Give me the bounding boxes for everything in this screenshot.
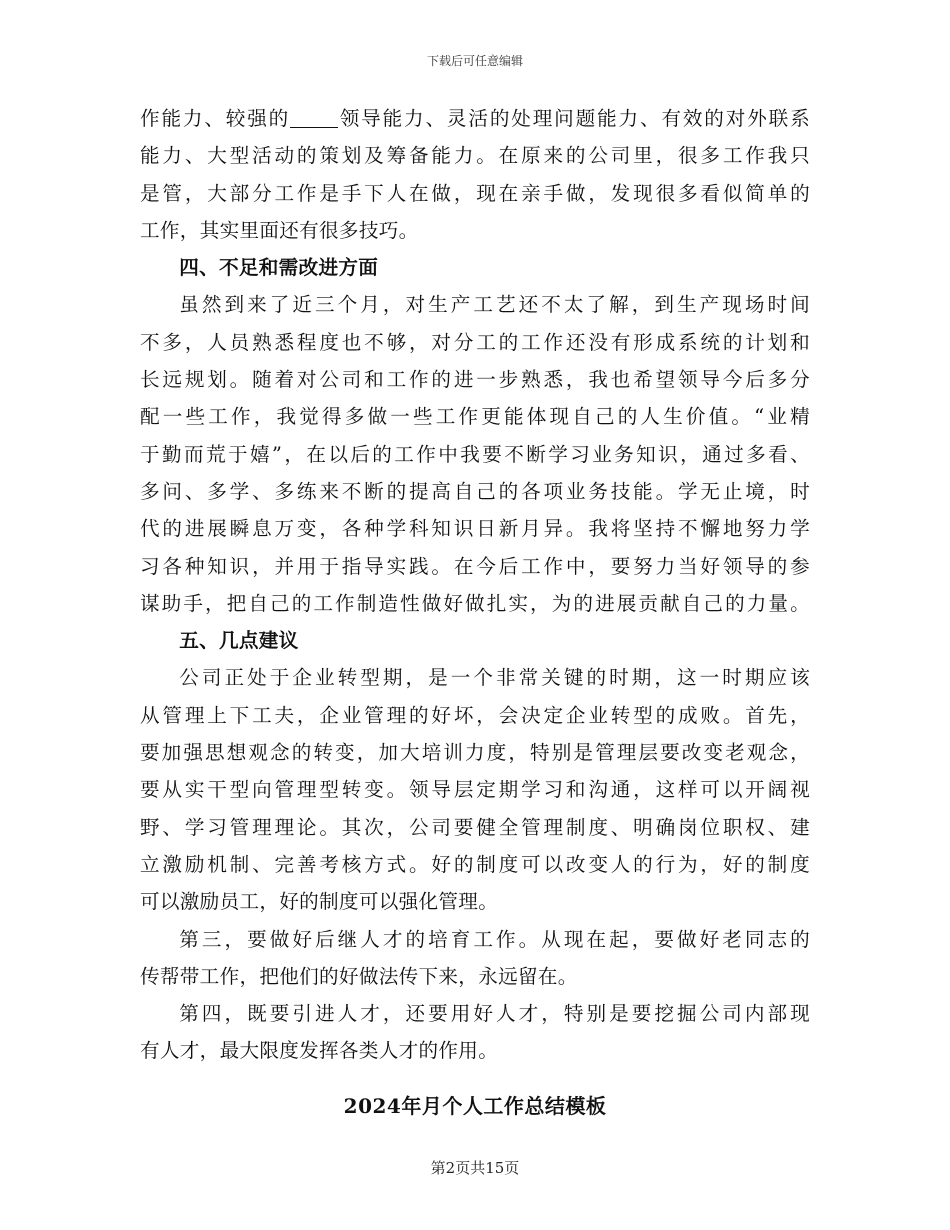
text-line: 有人才，最大限度发挥各类人才的作用。	[140, 1039, 499, 1063]
text-line: 谋助手，把自己的工作制造性做好做扎实，为的进展贡献自己的力量。	[140, 591, 810, 615]
text-line: 从管理上下工夫，企业管理的好坏，会决定企业转型的成败。首先，	[140, 703, 810, 727]
document-title: 2024年月个人工作总结模板	[343, 1094, 607, 1118]
text-fragment: 作能力、较强的	[140, 107, 291, 130]
document-body	[140, 100, 810, 1070]
text-line: 是管，大部分工作是手下人在做，现在亲手做，发现很多看似简单的	[140, 181, 810, 205]
text-line: 可以激励员工，好的制度可以强化管理。	[140, 890, 499, 914]
text-line: 配一些工作，我觉得多做一些工作更能体现自己的人生价值。“业精	[140, 405, 810, 429]
text-line: 长远规划。随着对公司和工作的进一步熟悉，我也希望领导今后多分	[140, 368, 810, 392]
text-line: 第三，要做好后继人才的培育工作。从现在起，要做好老同志的	[179, 927, 810, 951]
page-header-note: 下载后可任意编辑	[426, 54, 523, 68]
text-line: 虽然到来了近三个月，对生产工艺还不太了解，到生产现场时间	[179, 293, 810, 317]
blank-underline	[290, 107, 338, 128]
text-line: 于勤而荒于嬉”，在以后的工作中我要不断学习业务知识，通过多看、	[140, 442, 810, 466]
text-line: 要从实干型向管理型转变。领导层定期学习和沟通，这样可以开阔视	[140, 778, 810, 802]
text-line: 要加强思想观念的转变，加大培训力度，特别是管理层要改变老观念，	[140, 741, 810, 765]
text-line: 第四，既要引进人才，还要用好人才，特别是要挖掘公司内部现	[179, 1002, 810, 1026]
text-line: 传帮带工作，把他们的好做法传下来，永远留在。	[140, 964, 578, 988]
text-line: 工作，其实里面还有很多技巧。	[140, 218, 419, 242]
section-heading: 四、不足和需改进方面	[179, 256, 379, 280]
text-line: 立激励机制、完善考核方式。好的制度可以改变人的行为，好的制度	[140, 852, 810, 876]
text-line: 代的进展瞬息万变，各种学科知识日新月异。我将坚持不懈地努力学	[140, 517, 810, 541]
text-line: 公司正处于企业转型期，是一个非常关键的时期，这一时期应该	[179, 666, 810, 690]
text-line	[140, 100, 810, 137]
text-line: 能力、大型活动的策划及筹备能力。在原来的公司里，很多工作我只	[140, 144, 810, 168]
text-line: 野、学习管理理论。其次，公司要健全管理制度、明确岗位职权、建	[140, 815, 810, 839]
page-number: 第2页共15页	[430, 1159, 520, 1177]
text-line: 不多，人员熟悉程度也不够，对分工的工作还没有形成系统的计划和	[140, 330, 810, 354]
text-line: 习各种知识，并用于指导实践。在今后工作中，要努力当好领导的参	[140, 554, 810, 578]
text-fragment: 领导能力、灵活的处理问题能力、有效的对外联系	[338, 107, 810, 130]
text-line: 多问、多学、多练来不断的提高自己的各项业务技能。学无止境，时	[140, 479, 810, 503]
section-heading: 五、几点建议	[179, 629, 299, 653]
